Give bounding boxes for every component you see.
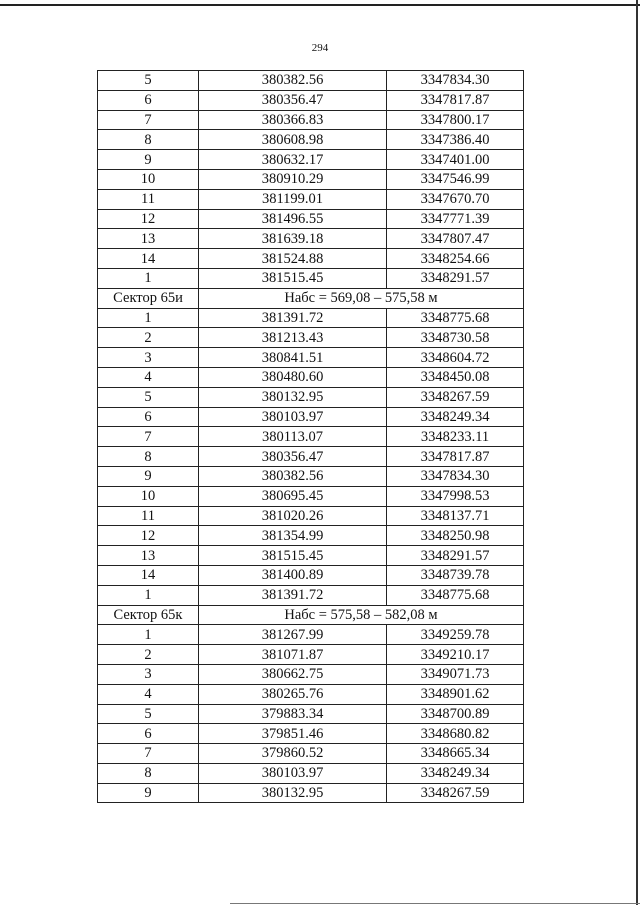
point-number: 9 [98,466,199,486]
coordinates-table [97,70,524,803]
point-number: 6 [98,90,199,110]
table-row [98,744,524,764]
point-number: 11 [98,506,199,526]
point-number: 5 [98,71,199,91]
point-number: 12 [98,209,199,229]
y-coordinate: 3347834.30 [387,71,524,91]
x-coordinate: 380265.76 [199,684,387,704]
point-number: 8 [98,447,199,467]
point-number: 6 [98,407,199,427]
y-coordinate: 3349259.78 [387,625,524,645]
table-row [98,110,524,130]
x-coordinate: 381213.43 [199,328,387,348]
coordinates-table-body [98,71,524,803]
table-row [98,684,524,704]
table-row [98,407,524,427]
table-row [98,585,524,605]
top-border-line [0,4,640,6]
table-row [98,664,524,684]
table-row [98,486,524,506]
table-row [98,189,524,209]
x-coordinate: 380132.95 [199,783,387,803]
table-row [98,308,524,328]
table-row [98,268,524,288]
y-coordinate: 3349210.17 [387,645,524,665]
point-number: 1 [98,308,199,328]
x-coordinate: 381391.72 [199,308,387,328]
x-coordinate: 380103.97 [199,763,387,783]
y-coordinate: 3347817.87 [387,90,524,110]
x-coordinate: 380382.56 [199,71,387,91]
x-coordinate: 381515.45 [199,546,387,566]
x-coordinate: 380356.47 [199,447,387,467]
table-row [98,427,524,447]
page-number: 294 [311,42,329,54]
y-coordinate: 3347807.47 [387,229,524,249]
sector-header-row [98,605,524,625]
y-coordinate: 3348267.59 [387,387,524,407]
point-number: 1 [98,585,199,605]
x-coordinate: 381515.45 [199,268,387,288]
point-number: 6 [98,724,199,744]
point-number: 13 [98,229,199,249]
x-coordinate: 381639.18 [199,229,387,249]
point-number: 9 [98,150,199,170]
table-row [98,328,524,348]
point-number: 7 [98,744,199,764]
point-number: 5 [98,704,199,724]
y-coordinate: 3348137.71 [387,506,524,526]
y-coordinate: 3347834.30 [387,466,524,486]
y-coordinate: 3348665.34 [387,744,524,764]
table-row [98,546,524,566]
point-number: 7 [98,110,199,130]
y-coordinate: 3349071.73 [387,664,524,684]
x-coordinate: 381496.55 [199,209,387,229]
y-coordinate: 3348604.72 [387,348,524,368]
point-number: 14 [98,565,199,585]
sector-height-range: Набс = 569,08 – 575,58 м [199,288,524,308]
x-coordinate: 380632.17 [199,150,387,170]
x-coordinate: 379851.46 [199,724,387,744]
x-coordinate: 380366.83 [199,110,387,130]
x-coordinate: 381354.99 [199,526,387,546]
y-coordinate: 3348901.62 [387,684,524,704]
table-row [98,645,524,665]
x-coordinate: 379883.34 [199,704,387,724]
x-coordinate: 380910.29 [199,169,387,189]
sector-height-range: Набс = 575,58 – 582,08 м [199,605,524,625]
table-row [98,169,524,189]
y-coordinate: 3348249.34 [387,407,524,427]
y-coordinate: 3347386.40 [387,130,524,150]
bottom-border-line [230,903,640,904]
x-coordinate: 380480.60 [199,367,387,387]
point-number: 7 [98,427,199,447]
y-coordinate: 3348291.57 [387,268,524,288]
table-row [98,90,524,110]
x-coordinate: 380841.51 [199,348,387,368]
x-coordinate: 381391.72 [199,585,387,605]
sector-header-row [98,288,524,308]
table-row [98,387,524,407]
table-row [98,348,524,368]
x-coordinate: 381071.87 [199,645,387,665]
y-coordinate: 3348249.34 [387,763,524,783]
y-coordinate: 3347817.87 [387,447,524,467]
point-number: 8 [98,763,199,783]
point-number: 1 [98,268,199,288]
table-row [98,71,524,91]
point-number: 13 [98,546,199,566]
table-row [98,466,524,486]
point-number: 4 [98,684,199,704]
x-coordinate: 380103.97 [199,407,387,427]
y-coordinate: 3347998.53 [387,486,524,506]
x-coordinate: 380382.56 [199,466,387,486]
point-number: 5 [98,387,199,407]
table-row [98,130,524,150]
table-row [98,704,524,724]
y-coordinate: 3347670.70 [387,189,524,209]
table-row [98,625,524,645]
table-row [98,783,524,803]
y-coordinate: 3348250.98 [387,526,524,546]
x-coordinate: 381267.99 [199,625,387,645]
y-coordinate: 3347546.99 [387,169,524,189]
point-number: 12 [98,526,199,546]
table-row [98,209,524,229]
x-coordinate: 380608.98 [199,130,387,150]
point-number: 1 [98,625,199,645]
x-coordinate: 380695.45 [199,486,387,506]
point-number: 10 [98,169,199,189]
table-row [98,724,524,744]
point-number: 9 [98,783,199,803]
sector-label: Сектор 65к [98,605,199,625]
x-coordinate: 379860.52 [199,744,387,764]
y-coordinate: 3348739.78 [387,565,524,585]
x-coordinate: 381400.89 [199,565,387,585]
y-coordinate: 3348254.66 [387,249,524,269]
point-number: 2 [98,328,199,348]
table-row [98,150,524,170]
x-coordinate: 380113.07 [199,427,387,447]
point-number: 4 [98,367,199,387]
point-number: 8 [98,130,199,150]
table-row [98,249,524,269]
y-coordinate: 3348680.82 [387,724,524,744]
table-row [98,506,524,526]
y-coordinate: 3348775.68 [387,308,524,328]
point-number: 14 [98,249,199,269]
table-row [98,447,524,467]
y-coordinate: 3347401.00 [387,150,524,170]
y-coordinate: 3348291.57 [387,546,524,566]
x-coordinate: 381199.01 [199,189,387,209]
y-coordinate: 3348233.11 [387,427,524,447]
table-row [98,229,524,249]
table-row [98,565,524,585]
table-row [98,367,524,387]
y-coordinate: 3348730.58 [387,328,524,348]
y-coordinate: 3348700.89 [387,704,524,724]
x-coordinate: 380132.95 [199,387,387,407]
point-number: 10 [98,486,199,506]
point-number: 11 [98,189,199,209]
x-coordinate: 381020.26 [199,506,387,526]
y-coordinate: 3348450.08 [387,367,524,387]
x-coordinate: 381524.88 [199,249,387,269]
y-coordinate: 3348775.68 [387,585,524,605]
table-row [98,526,524,546]
right-border-line [636,0,638,905]
point-number: 3 [98,664,199,684]
sector-label: Сектор 65и [98,288,199,308]
point-number: 3 [98,348,199,368]
y-coordinate: 3347771.39 [387,209,524,229]
y-coordinate: 3347800.17 [387,110,524,130]
table-row [98,763,524,783]
x-coordinate: 380356.47 [199,90,387,110]
y-coordinate: 3348267.59 [387,783,524,803]
point-number: 2 [98,645,199,665]
x-coordinate: 380662.75 [199,664,387,684]
